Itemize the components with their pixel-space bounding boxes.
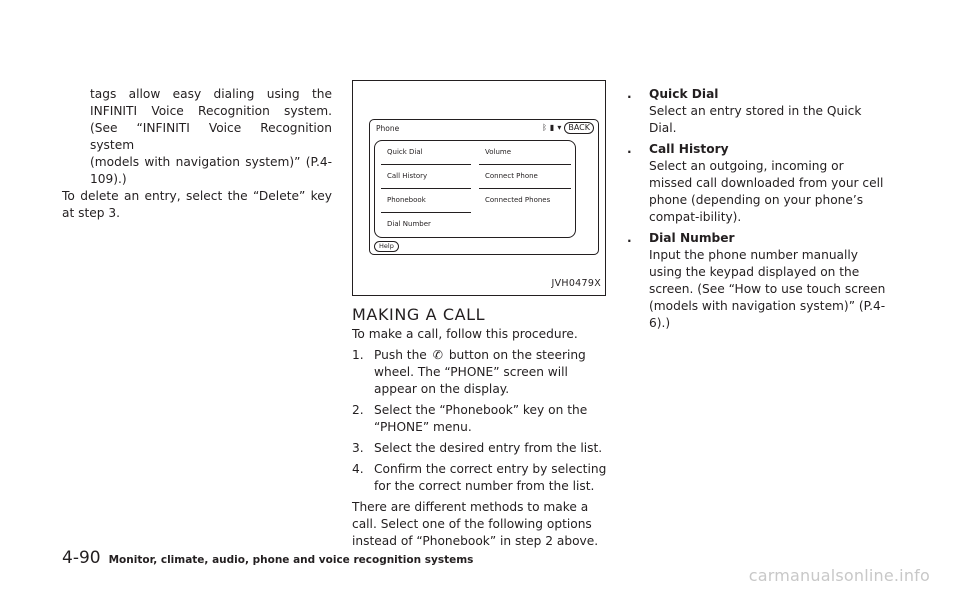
menu-item-dial-number[interactable]: Dial Number bbox=[387, 220, 431, 228]
text-line: INFINITI Voice Recognition system. bbox=[90, 104, 332, 118]
page-number: 4-90 bbox=[62, 548, 101, 568]
menu-left-column bbox=[381, 141, 471, 237]
right-column bbox=[627, 86, 889, 332]
paragraph-delete-entry bbox=[62, 188, 332, 222]
menu-right-column bbox=[479, 141, 571, 237]
text-line: (See “INFINITI Voice Recognition system bbox=[90, 121, 332, 152]
option-title: Dial Number bbox=[649, 231, 735, 245]
step-text-post: button on the steering wheel. The “PHONE” screen will appear on the display. bbox=[374, 348, 586, 396]
option-description: Select an entry stored in the Quick Dial. bbox=[649, 104, 862, 135]
step-text-pre: Push the bbox=[374, 348, 427, 362]
menu-item-connected-phones[interactable]: Connected Phones bbox=[485, 196, 551, 204]
battery-icon: ▮ bbox=[549, 123, 555, 132]
phone-menu bbox=[374, 140, 576, 238]
menu-item-phonebook[interactable]: Phonebook bbox=[381, 189, 471, 213]
back-button[interactable]: BACK bbox=[564, 122, 594, 134]
screen-title: Phone bbox=[376, 124, 400, 133]
option-call-history bbox=[627, 141, 889, 226]
option-header bbox=[627, 141, 889, 158]
step-number: 1. bbox=[352, 348, 364, 362]
middle-column bbox=[352, 80, 608, 550]
step-number: 3. bbox=[352, 441, 364, 455]
watermark: carmanualsonline.info bbox=[748, 566, 930, 585]
menu-item-call-history[interactable]: Call History bbox=[381, 165, 471, 189]
step-text: Confirm the correct entry by selecting for the correct number from the list. bbox=[374, 462, 607, 493]
figure-id: JVH0479X bbox=[551, 278, 601, 289]
option-dial-number bbox=[627, 230, 889, 332]
section-title: Monitor, climate, audio, phone and voice recognition systems bbox=[108, 554, 474, 566]
option-description: Input the phone number manually using the keypad displayed on the screen. (See “How to use touch screen (models with navigation system)” (P.4-6).) bbox=[649, 248, 886, 330]
page-footer bbox=[62, 548, 473, 568]
intro-text: To make a call, follow this procedure. bbox=[352, 327, 578, 341]
text-line: (models with navigation system)” (P.4- bbox=[90, 155, 332, 169]
help-button[interactable]: Help bbox=[374, 241, 399, 252]
menu-item-connect-phone[interactable]: Connect Phone bbox=[479, 165, 571, 189]
text-line: 109).) bbox=[90, 172, 127, 186]
signal-icon: ▾ bbox=[557, 123, 562, 132]
step-2 bbox=[352, 402, 608, 436]
option-description: Select an outgoing, incoming or missed call downloaded from your cell phone (depending on your phone’s compat-ibility). bbox=[649, 159, 884, 224]
phone-screen-figure bbox=[352, 80, 606, 296]
step-text: Select the desired entry from the list. bbox=[374, 441, 603, 455]
outro-text: There are different methods to make a call. Select one of the following options instead of “Phonebook” in step 2 above. bbox=[352, 500, 599, 548]
left-column bbox=[62, 86, 332, 222]
step-number: 2. bbox=[352, 403, 364, 417]
status-bar bbox=[542, 122, 594, 134]
option-quick-dial bbox=[627, 86, 889, 137]
text-line: tags allow easy dialing using the bbox=[90, 87, 332, 101]
option-title: Call History bbox=[649, 142, 729, 156]
bullet-icon: . bbox=[627, 231, 632, 245]
step-1 bbox=[352, 347, 608, 398]
option-title: Quick Dial bbox=[649, 87, 719, 101]
text-line: To delete an entry, select the “Delete” key bbox=[62, 189, 332, 203]
phone-icon: ✆ bbox=[432, 348, 443, 362]
step-text bbox=[374, 347, 608, 398]
menu-item-quick-dial[interactable]: Quick Dial bbox=[381, 141, 471, 165]
phone-screen bbox=[369, 119, 599, 255]
bullet-icon: . bbox=[627, 142, 632, 156]
paragraph-voice-tags bbox=[62, 86, 332, 188]
menu-item-volume[interactable]: Volume bbox=[479, 141, 571, 165]
bullet-icon: . bbox=[627, 87, 632, 101]
step-3 bbox=[352, 440, 608, 457]
text-line: at step 3. bbox=[62, 206, 120, 220]
section-heading: MAKING A CALL bbox=[352, 305, 486, 324]
option-header bbox=[627, 86, 889, 103]
step-4 bbox=[352, 461, 608, 495]
step-text: Select the “Phonebook” key on the “PHONE” menu. bbox=[374, 403, 588, 434]
option-header bbox=[627, 230, 889, 247]
bluetooth-icon: ᛒ bbox=[542, 123, 547, 132]
step-number: 4. bbox=[352, 462, 364, 476]
